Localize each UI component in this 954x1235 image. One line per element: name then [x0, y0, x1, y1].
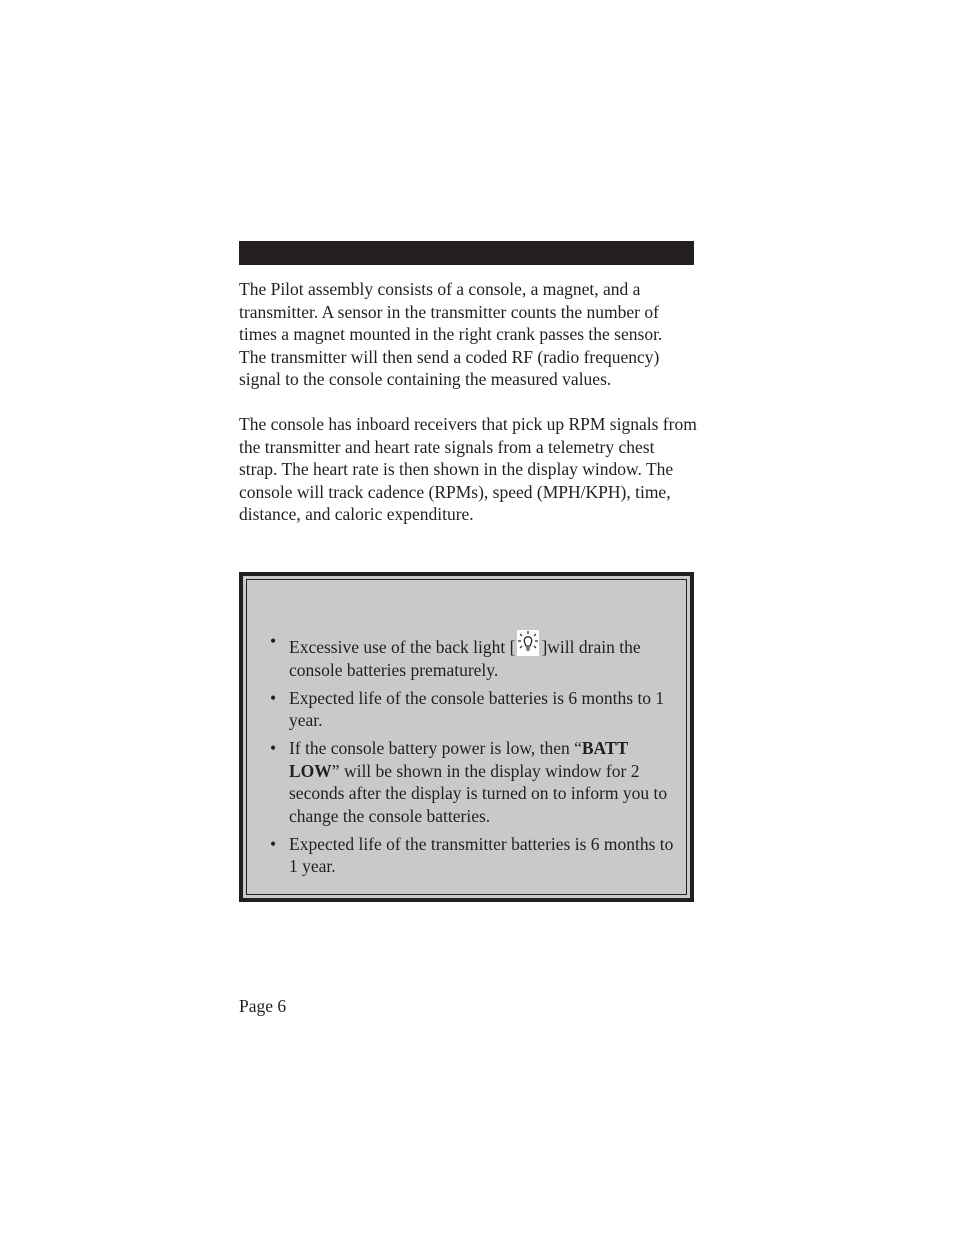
note-item-text: Expected life of the transmitter batteries is 6 months to 1 year.	[289, 833, 674, 876]
note-item-text-after: ]will drain the console batteries prematurely.	[289, 637, 641, 680]
bullet-icon: •	[270, 833, 277, 854]
note-item-backlight	[270, 630, 681, 681]
bullet-icon: •	[270, 687, 277, 708]
light-bulb-icon	[517, 630, 539, 656]
page-number: Page 6	[239, 996, 287, 1016]
note-box	[239, 572, 694, 902]
paragraph-transmitter: The transmitter will then send a coded RF (radio frequency) signal to the console containing the measured values.	[239, 346, 660, 389]
note-item-text-before: Excessive use of the back light [	[289, 637, 516, 657]
note-list	[270, 630, 681, 883]
paragraph-console: The console has inboard receivers that pick up RPM signals from the transmitter and heart rate signals from a telemetry chest strap. The heart rate is then shown in the display window. The console will track cadence (RPMs), speed (MPH/KPH), time, distance, and caloric expenditure.	[239, 414, 697, 524]
note-item-console-battery-life	[270, 687, 681, 732]
section-header-bar	[239, 241, 694, 265]
note-item-transmitter-battery-life	[270, 833, 681, 878]
body-text	[239, 278, 697, 526]
paragraph-gap	[239, 391, 697, 414]
bullet-icon: •	[270, 631, 277, 651]
note-item-text: Expected life of the console batteries is 6 months to 1 year.	[289, 687, 665, 730]
batt-low-label: BATT LOW	[289, 738, 628, 781]
note-item-batt-low	[270, 737, 681, 827]
note-item-text-before: If the console battery power is low, then “	[289, 738, 582, 758]
note-item-text-after: ” will be shown in the display window for 2 seconds after the display is turned on to inform you to change the console batteries.	[289, 760, 668, 826]
paragraph-assembly: The Pilot assembly consists of a console, a magnet, and a transmitter. A sensor in the transmitter counts the number of times a magnet mounted in the right crank passes the sensor.	[239, 279, 663, 344]
bullet-icon: •	[270, 738, 277, 758]
